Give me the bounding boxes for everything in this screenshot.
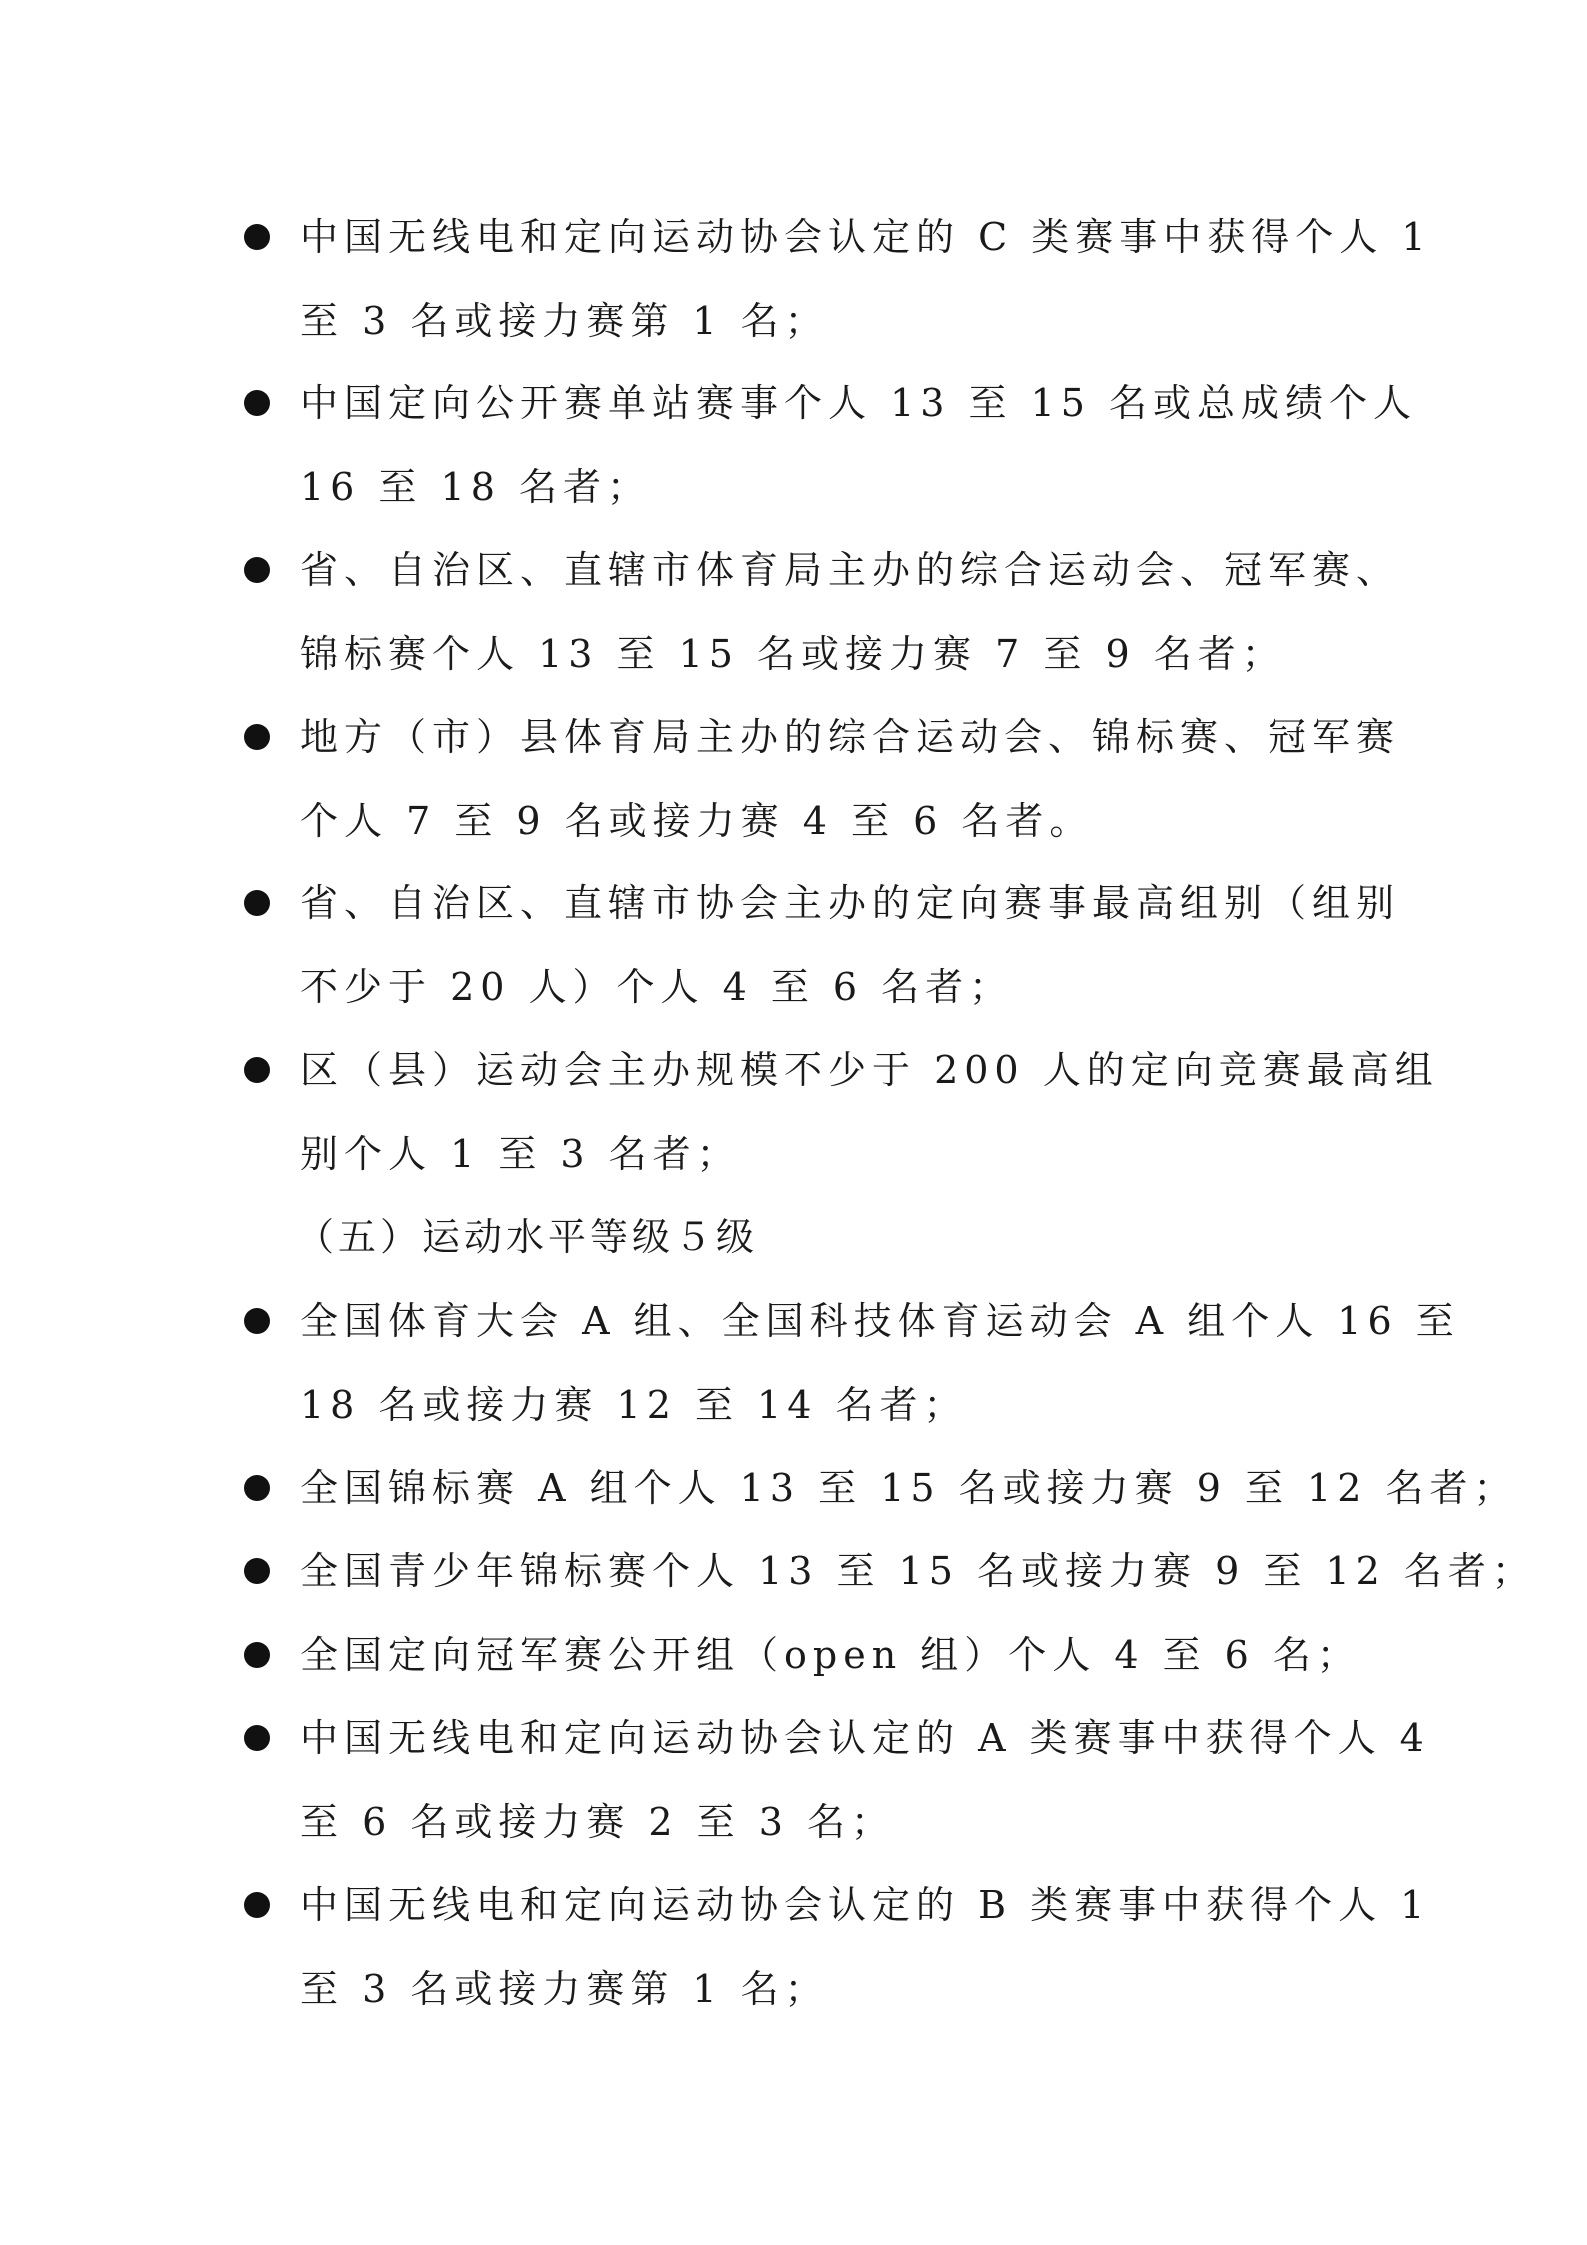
list-item-line: 中国无线电和定向运动协会认定的 C 类赛事中获得个人 1 — [300, 215, 1432, 259]
list-item-line: 全国锦标赛 A 组个人 13 至 15 名或接力赛 9 至 12 名者； — [300, 1466, 1518, 1510]
bullet-icon — [244, 1558, 270, 1584]
list-item-line: 省、自治区、直辖市体育局主办的综合运动会、冠军赛、 — [300, 548, 1401, 592]
list-item-line: 锦标赛个人 13 至 15 名或接力赛 7 至 9 名者； — [300, 632, 1286, 676]
bullet-icon — [244, 724, 270, 750]
list-item-line: 中国定向公开赛单站赛事个人 13 至 15 名或总成绩个人 — [300, 381, 1418, 425]
section-heading: （五）运动水平等级５级 — [296, 1215, 759, 1259]
bullet-icon — [244, 390, 270, 416]
list-item-line: 个人 7 至 9 名或接力赛 4 至 6 名者。 — [300, 799, 1094, 843]
list-item-line: 至 6 名或接力赛 2 至 3 名； — [300, 1800, 896, 1844]
bullet-icon — [244, 1475, 270, 1501]
list-item-line: 中国无线电和定向运动协会认定的 B 类赛事中获得个人 1 — [300, 1883, 1431, 1927]
bullet-icon — [244, 1892, 270, 1918]
bullet-icon — [244, 1308, 270, 1334]
list-item-line: 全国定向冠军赛公开组（open 组）个人 4 至 6 名； — [300, 1633, 1361, 1677]
bullet-icon — [244, 1057, 270, 1083]
list-item-line: 全国青少年锦标赛个人 13 至 15 名或接力赛 9 至 12 名者； — [300, 1549, 1536, 1593]
bullet-icon — [244, 890, 270, 916]
list-item-line: 16 至 18 名者； — [300, 465, 651, 509]
list-item-line: 区（县）运动会主办规模不少于 200 人的定向竞赛最高组 — [300, 1048, 1439, 1092]
list-item-line: 别个人 1 至 3 名者； — [300, 1132, 741, 1176]
list-item-line: 18 名或接力赛 12 至 14 名者； — [300, 1383, 968, 1427]
list-item-line: 至 3 名或接力赛第 1 名； — [300, 1967, 829, 2011]
list-item-line: 全国体育大会 A 组、全国科技体育运动会 A 组个人 16 至 — [300, 1299, 1460, 1343]
bullet-icon — [244, 224, 270, 250]
list-item-line: 至 3 名或接力赛第 1 名； — [300, 299, 829, 343]
list-item-line: 中国无线电和定向运动协会认定的 A 类赛事中获得个人 4 — [300, 1716, 1430, 1760]
bullet-icon — [244, 1642, 270, 1668]
bullet-icon — [244, 1725, 270, 1751]
bullet-icon — [244, 557, 270, 583]
list-item-line: 不少于 20 人）个人 4 至 6 名者； — [300, 965, 1014, 1009]
list-item-line: 地方（市）县体育局主办的综合运动会、锦标赛、冠军赛 — [300, 715, 1401, 759]
list-item-line: 省、自治区、直辖市协会主办的定向赛事最高组别（组别 — [300, 881, 1401, 925]
